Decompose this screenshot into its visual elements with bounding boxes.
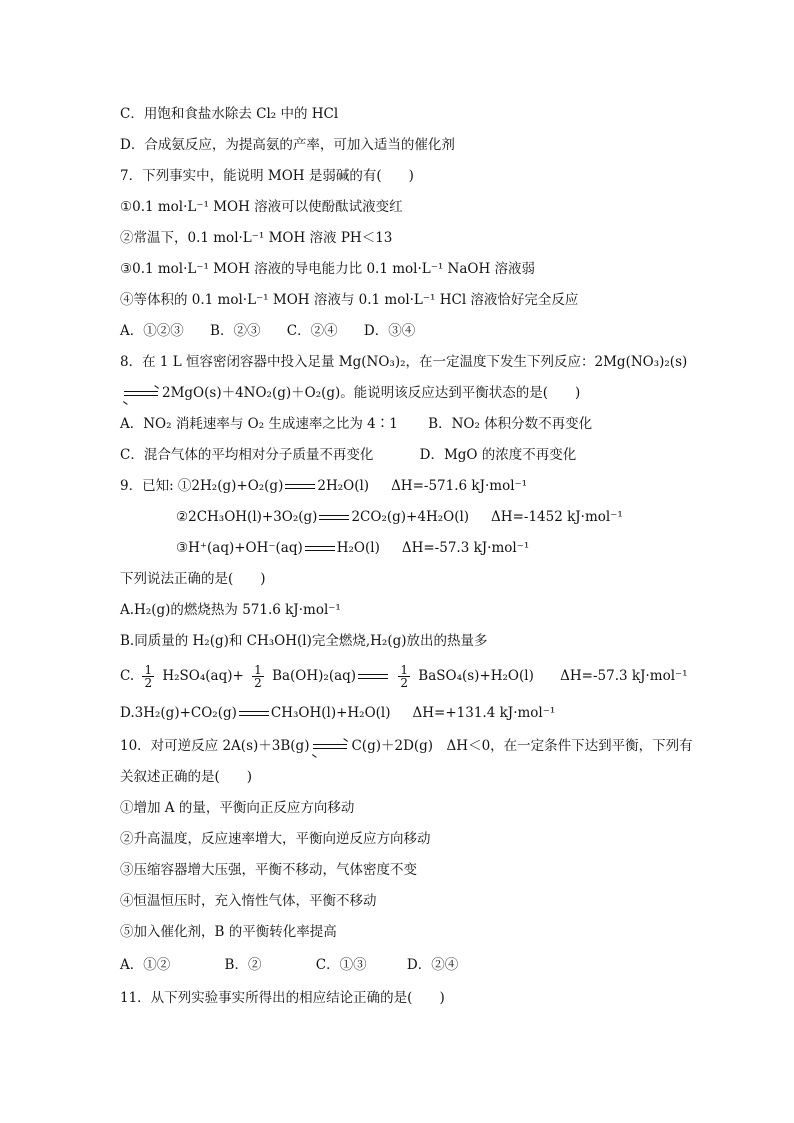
q9-option-b: B.同质量的 H₂(g)和 CH₃OH(l)完全燃烧,H₂(g)放出的热量多 xyxy=(120,633,488,649)
q7-statement-3: ③0.1 mol·L⁻¹ MOH 溶液的导电能力比 0.1 mol·L⁻¹ NaOH 溶液弱 xyxy=(120,261,536,277)
fraction-numerator: 1 xyxy=(400,663,408,677)
q7-statement-4: ④等体积的 0.1 mol·L⁻¹ MOH 溶液与 0.1 mol·L⁻¹ HCl 溶液恰好完全反应 xyxy=(120,292,579,308)
q8-option-a: A．NO₂ 消耗速率与 O₂ 生成速率之比为 4∶1 xyxy=(120,416,398,432)
option-d-line: D．合成氨反应，为提高氨的产率，可加入适当的催化剂 xyxy=(120,137,455,153)
fraction-denominator: 2 xyxy=(144,676,153,690)
q7-option-a: A．①②③ xyxy=(120,323,184,339)
q10-stem-line-1 xyxy=(120,736,693,756)
q10-option-b: B．② xyxy=(224,957,262,973)
equals-sign-icon xyxy=(358,674,388,679)
fraction-half xyxy=(252,664,264,689)
q9-r3-reactants: ③H⁺(aq)+OH⁻(aq) xyxy=(176,540,303,556)
q10-stem-line-2: 关叙述正确的是( ) xyxy=(120,769,253,785)
q9-option-c-label: C. xyxy=(120,668,135,684)
q7-option-c: C．②④ xyxy=(286,323,338,339)
q9-option-c-term-2: Ba(OH)₂(aq) xyxy=(272,668,357,684)
q10-stem-reactants: 10．对可逆反应 2A(s)＋3B(g) xyxy=(120,738,310,754)
q10-statement-4: ④恒温恒压时，充入惰性气体，平衡不移动 xyxy=(120,893,377,909)
q8-reaction-text: 2MgO(s)＋4NO₂(g)＋O₂(g)。能说明该反应达到平衡状态的是( ) xyxy=(162,385,581,401)
q10-statement-3: ③压缩容器增大压强，平衡不移动，气体密度不变 xyxy=(120,862,417,878)
q7-statement-2: ②常温下，0.1 mol·L⁻¹ MOH 溶液 PH＜13 xyxy=(120,230,393,246)
q7-option-b: B．②③ xyxy=(210,323,261,339)
reversible-arrow-icon xyxy=(124,390,158,398)
q7-option-d: D．③④ xyxy=(363,323,416,339)
reversible-arrow-icon xyxy=(313,743,347,751)
q11-stem: 11．从下列实验事实所得出的相应结论正确的是( ) xyxy=(120,990,445,1006)
q9-reaction-3 xyxy=(176,538,529,558)
q7-options xyxy=(120,321,415,341)
q8-reaction xyxy=(120,383,580,403)
q8-option-c: C．混合气体的平均相对分子质量不再变化 xyxy=(120,447,374,463)
q7-stem: 7．下列事实中，能说明 MOH 是弱碱的有( ) xyxy=(120,168,414,184)
fraction-numerator: 1 xyxy=(144,663,153,677)
q9-reaction-1 xyxy=(120,476,527,496)
q10-option-d: D．②④ xyxy=(406,957,459,973)
q10-stem-products: C(g)＋2D(g) ΔH＜0，在一定条件下达到平衡，下列有 xyxy=(351,738,693,754)
q8-options-cd xyxy=(120,445,576,465)
q9-option-c-products: BaSO₄(s)+H₂O(l) xyxy=(418,668,534,684)
fraction-numerator: 1 xyxy=(254,663,262,677)
q9-reaction-2 xyxy=(176,507,623,527)
q9-option-a: A.H₂(g)的燃烧热为 571.6 kJ·mol⁻¹ xyxy=(120,602,341,618)
q9-r1-products: 2H₂O(l) xyxy=(317,478,370,494)
q9-r1-reactants: 9．已知: ①2H₂(g)+O₂(g) xyxy=(120,478,284,494)
q9-option-d xyxy=(120,703,555,723)
equals-sign-icon xyxy=(305,546,335,551)
equals-sign-icon xyxy=(319,515,349,520)
option-c-line: C．用饱和食盐水除去 Cl₂ 中的 HCl xyxy=(120,106,339,122)
fraction-half xyxy=(142,664,154,689)
q9-r2-enthalpy: ΔH=-1452 kJ·mol⁻¹ xyxy=(491,509,623,525)
q9-r3-products: H₂O(l) xyxy=(336,540,380,556)
q9-option-c xyxy=(120,664,688,689)
q10-options xyxy=(120,955,458,975)
q9-r1-enthalpy: ΔH=-571.6 kJ·mol⁻¹ xyxy=(391,478,528,494)
q7-statement-1: ①0.1 mol·L⁻¹ MOH 溶液可以使酚酞试液变红 xyxy=(120,199,403,215)
q8-stem: 8．在 1 L 恒容密闭容器中投入足量 Mg(NO₃)₂，在一定温度下发生下列反应：2Mg(NO₃)₂(s) xyxy=(120,354,688,370)
q9-option-d-enthalpy: ΔH=+131.4 kJ·mol⁻¹ xyxy=(412,705,556,721)
q10-statement-2: ②升高温度，反应速率增大，平衡向逆反应方向移动 xyxy=(120,831,431,847)
q8-options-ab xyxy=(120,414,592,434)
q10-option-c: C．①③ xyxy=(315,957,367,973)
equals-sign-icon xyxy=(285,484,315,489)
q9-r2-products: 2CO₂(g)+4H₂O(l) xyxy=(351,509,470,525)
q9-r3-enthalpy: ΔH=-57.3 kJ·mol⁻¹ xyxy=(401,540,530,556)
q9-option-c-term-1: H₂SO₄(aq)+ xyxy=(162,668,244,684)
q9-ask: 下列说法正确的是( ) xyxy=(120,571,266,587)
q10-statement-5: ⑤加入催化剂，B 的平衡转化率提高 xyxy=(120,924,337,940)
q10-option-a: A．①② xyxy=(120,957,171,973)
equals-sign-icon xyxy=(239,711,269,716)
q10-statement-1: ①增加 A 的量，平衡向正反应方向移动 xyxy=(120,800,355,816)
q9-option-c-enthalpy: ΔH=-57.3 kJ·mol⁻¹ xyxy=(560,668,688,684)
q8-option-d: D．MgO 的浓度不再变化 xyxy=(419,447,577,463)
q9-r2-reactants: ②2CH₃OH(l)+3O₂(g) xyxy=(176,509,318,525)
fraction-denominator: 2 xyxy=(400,676,408,690)
q8-option-b: B．NO₂ 体积分数不再变化 xyxy=(428,416,593,432)
fraction-denominator: 2 xyxy=(254,676,262,690)
q9-option-d-products: CH₃OH(l)+H₂O(l) xyxy=(270,705,391,721)
q9-option-d-reactants: D.3H₂(g)+CO₂(g) xyxy=(120,705,237,721)
fraction-half xyxy=(398,664,410,689)
